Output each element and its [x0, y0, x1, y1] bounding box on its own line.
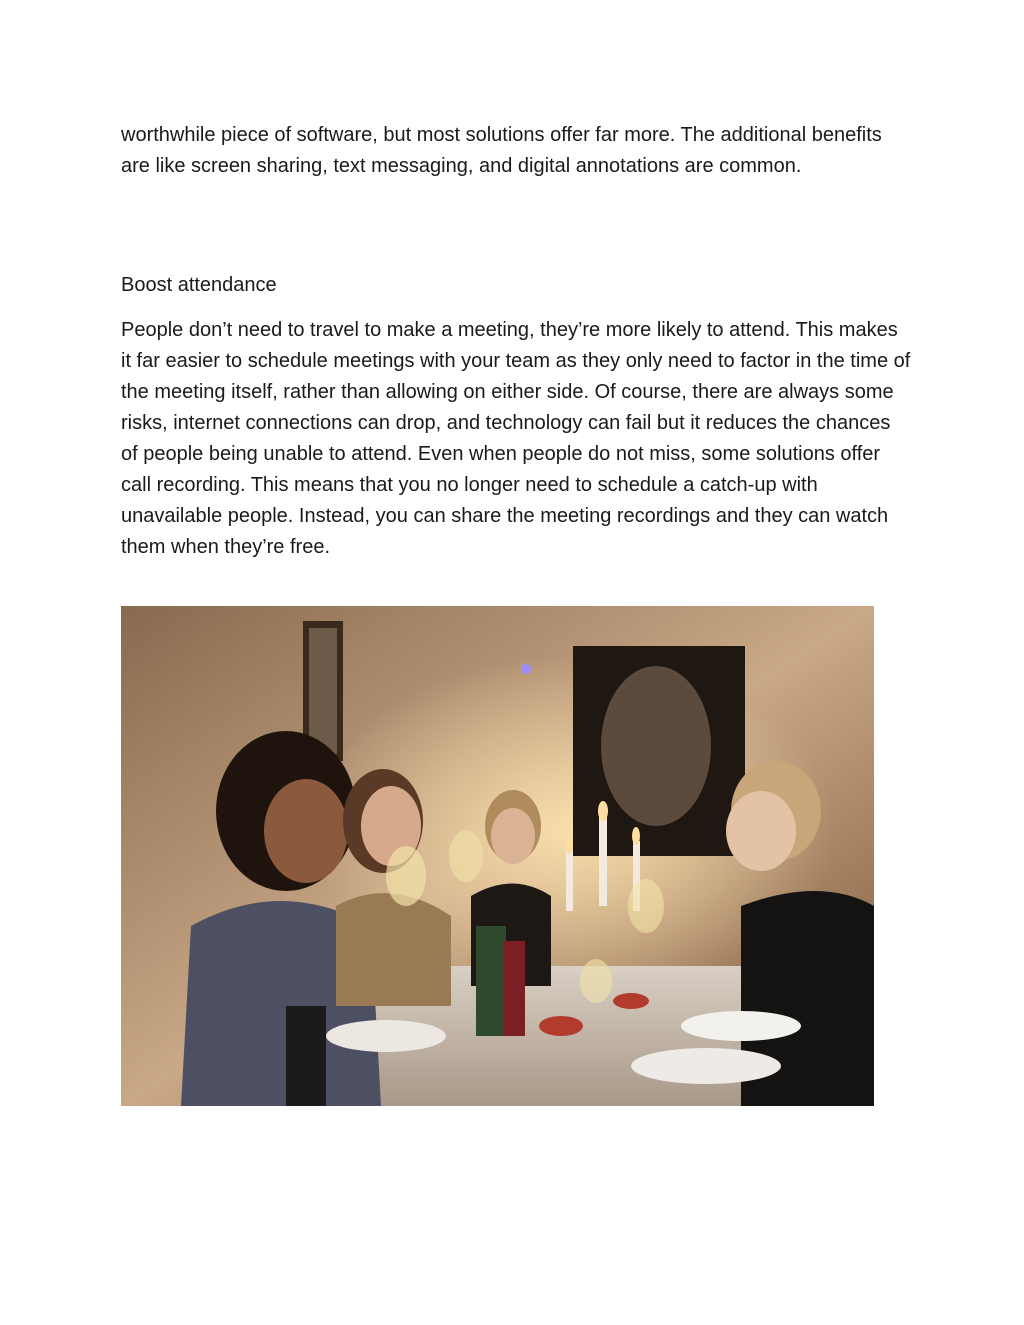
- intro-paragraph: worthwhile piece of software, but most solutions offer far more. The additional benefits are like screen sharing, text messaging, and digital annotations are common.: [121, 124, 882, 177]
- wall-light: [521, 664, 531, 674]
- body-paragraph: People don’t need to travel to make a meeting, they’re more likely to attend. This makes it far easier to schedule meetings with your team as they only need to factor in the time of the meeting itself, rather than allowing on either side. Of course, there are always some risks, internet connections can drop, and technology can fail but it reduces the chances of people being unable to attend. Even when people do not miss, some solutions offer call recording. This means that you no longer need to schedule a catch-up with unavailable people. Instead, you can share the meeting recordings and they can watch them when they’re free.: [121, 319, 911, 558]
- section-heading: Boost attendance: [121, 274, 277, 296]
- dinner-party-photo: [121, 606, 874, 1106]
